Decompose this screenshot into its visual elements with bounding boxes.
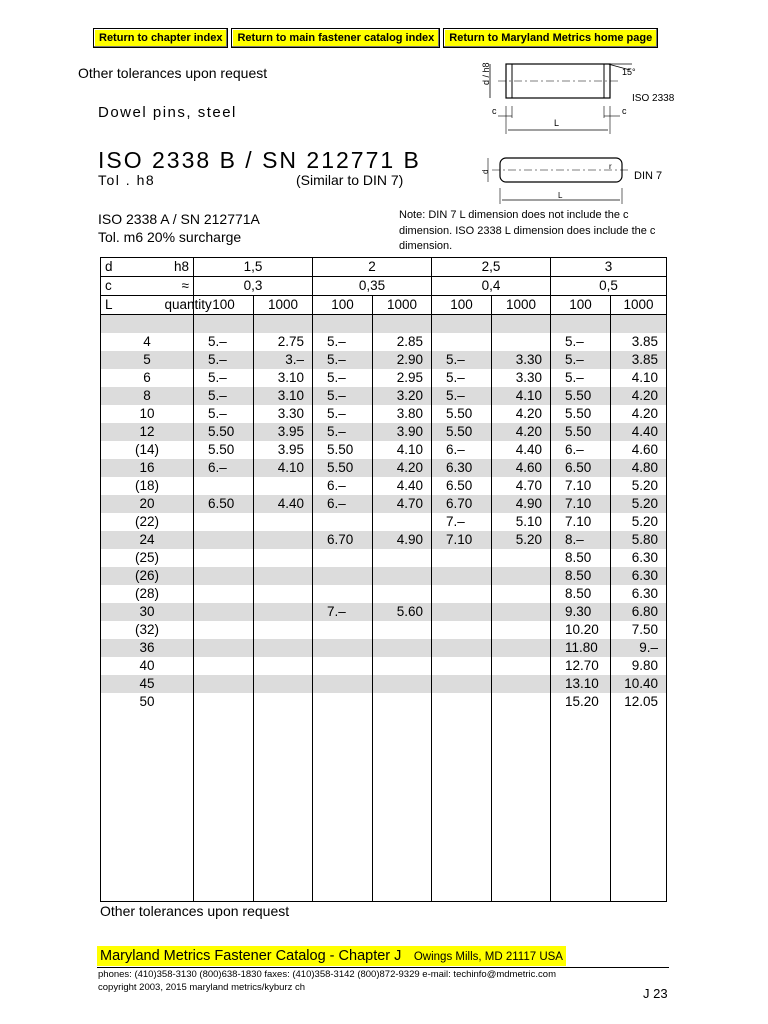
price-cell	[373, 675, 432, 693]
h8-header: h8	[161, 258, 194, 277]
price-cell	[254, 585, 313, 603]
price-cell: 5.–	[551, 351, 611, 369]
price-cell: 5.50	[194, 423, 254, 441]
price-cell	[492, 675, 551, 693]
qty-header: 100	[432, 296, 492, 315]
price-cell: 4.70	[373, 495, 432, 513]
table-row	[101, 657, 667, 675]
price-cell: 5.–	[194, 405, 254, 423]
price-cell: 7.10	[551, 495, 611, 513]
price-cell: 6.–	[432, 441, 492, 459]
footer-company: Maryland Metrics	[100, 948, 211, 964]
price-cell: 5.50	[432, 405, 492, 423]
length-cell: 6	[101, 369, 194, 387]
price-cell: 4.10	[492, 387, 551, 405]
price-cell: 4.20	[492, 423, 551, 441]
length-cell: 4	[101, 333, 194, 351]
price-cell: 5.–	[194, 351, 254, 369]
price-cell	[432, 333, 492, 351]
price-cell: 5.80	[611, 531, 667, 549]
price-cell: 3.90	[373, 423, 432, 441]
din-7-pin-diagram	[478, 148, 678, 206]
price-cell: 3.85	[611, 351, 667, 369]
price-cell: 5.–	[194, 369, 254, 387]
iso-label: ISO 2338	[632, 93, 675, 104]
table-filler-row	[101, 711, 667, 902]
home-page-button[interactable]: Return to Maryland Metrics home page	[443, 28, 658, 48]
price-cell: 10.20	[551, 621, 611, 639]
price-cell	[254, 531, 313, 549]
price-cell	[254, 603, 313, 621]
price-cell: 3.95	[254, 423, 313, 441]
price-cell: 5.60	[373, 603, 432, 621]
price-cell: 4.90	[492, 495, 551, 513]
price-cell: 5.–	[432, 369, 492, 387]
table-row	[101, 567, 667, 585]
price-cell: 8.50	[551, 585, 611, 603]
price-cell: 12.70	[551, 657, 611, 675]
length-cell: (32)	[101, 621, 194, 639]
price-cell	[194, 639, 254, 657]
price-cell	[254, 693, 313, 711]
length-cell: 10	[101, 405, 194, 423]
table-row	[101, 531, 667, 549]
price-cell: 13.10	[551, 675, 611, 693]
price-cell	[432, 657, 492, 675]
price-cell: 5.–	[194, 387, 254, 405]
price-cell: 8.–	[551, 531, 611, 549]
alt-tolerance-label: Tol. m6 20% surcharge	[98, 229, 242, 245]
price-cell: 6.70	[313, 531, 373, 549]
dim-d-label: d / h8	[481, 62, 491, 85]
price-cell	[313, 567, 373, 585]
table-row	[101, 639, 667, 657]
price-cell: 6.30	[611, 585, 667, 603]
price-cell	[313, 693, 373, 711]
qty-header: 1000	[611, 296, 667, 315]
price-cell	[492, 333, 551, 351]
length-cell: (26)	[101, 567, 194, 585]
main-catalog-index-button[interactable]: Return to main fastener catalog index	[231, 28, 440, 48]
price-cell: 5.50	[551, 387, 611, 405]
table-row	[101, 495, 667, 513]
price-cell	[373, 693, 432, 711]
price-cell	[492, 567, 551, 585]
price-cell: 5.–	[313, 387, 373, 405]
price-cell	[254, 621, 313, 639]
table-row	[101, 405, 667, 423]
price-cell	[194, 567, 254, 585]
table-row	[101, 369, 667, 387]
price-cell: 3.95	[254, 441, 313, 459]
price-cell: 5.–	[313, 333, 373, 351]
length-cell: 30	[101, 603, 194, 621]
price-cell: 4.60	[611, 441, 667, 459]
price-cell: 5.50	[432, 423, 492, 441]
price-cell	[313, 657, 373, 675]
price-cell: 6.–	[313, 495, 373, 513]
diameter-1: 1,5	[194, 258, 313, 277]
price-cell	[194, 549, 254, 567]
price-cell: 5.–	[551, 369, 611, 387]
price-cell: 5.20	[492, 531, 551, 549]
table-row	[101, 441, 667, 459]
price-cell	[194, 657, 254, 675]
length-cell: 20	[101, 495, 194, 513]
iso-2338-pin-diagram	[470, 56, 675, 138]
qty-header: 1000	[254, 296, 313, 315]
table-row	[101, 603, 667, 621]
price-cell: 4.70	[492, 477, 551, 495]
chapter-index-button[interactable]: Return to chapter index	[93, 28, 228, 48]
qty-header: 1000	[373, 296, 432, 315]
price-cell: 5.50	[551, 405, 611, 423]
price-cell	[432, 585, 492, 603]
price-cell: 6.30	[432, 459, 492, 477]
price-cell: 6.70	[432, 495, 492, 513]
price-cell: 5.50	[551, 423, 611, 441]
price-cell: 5.–	[432, 387, 492, 405]
price-cell	[432, 639, 492, 657]
price-cell	[373, 513, 432, 531]
length-cell: (25)	[101, 549, 194, 567]
price-cell: 4.10	[254, 459, 313, 477]
price-cell	[373, 549, 432, 567]
price-table	[100, 257, 667, 902]
price-cell: 3.80	[373, 405, 432, 423]
price-cell	[254, 657, 313, 675]
price-cell	[194, 675, 254, 693]
price-cell: 12.05	[611, 693, 667, 711]
price-cell: 4.40	[373, 477, 432, 495]
c-header: c	[101, 277, 161, 296]
length-cell: 12	[101, 423, 194, 441]
table-row	[101, 513, 667, 531]
table-row	[101, 333, 667, 351]
tolerance-label: Tol . h8	[98, 172, 156, 188]
diameter-3: 2,5	[432, 258, 551, 277]
footer-contact: phones: (410)358-3130 (800)638-1830 faxes: (410)358-3142 (800)872-9329 e-mail: techinfo@mdmetric.com	[98, 969, 556, 980]
price-cell: 4.20	[492, 405, 551, 423]
c-value-1: 0,3	[194, 277, 313, 296]
other-tolerances-top: Other tolerances upon request	[78, 65, 268, 81]
price-cell	[373, 567, 432, 585]
price-cell	[194, 585, 254, 603]
price-cell	[313, 675, 373, 693]
price-cell	[373, 585, 432, 603]
price-cell	[432, 549, 492, 567]
price-cell	[313, 549, 373, 567]
d-header: d	[101, 258, 161, 277]
approx-header: ≈	[161, 277, 194, 296]
table-row	[101, 549, 667, 567]
price-cell: 6.80	[611, 603, 667, 621]
din-dim-d-label: d	[481, 169, 490, 174]
price-cell: 5.10	[492, 513, 551, 531]
price-cell: 4.40	[254, 495, 313, 513]
price-cell: 4.80	[611, 459, 667, 477]
qty-header: 1000	[492, 296, 551, 315]
footer-catalog: Fastener Catalog - Chapter J	[210, 948, 402, 964]
length-cell: (18)	[101, 477, 194, 495]
price-cell	[373, 657, 432, 675]
price-cell: 7.–	[313, 603, 373, 621]
l-header: L	[101, 296, 161, 315]
length-cell: (28)	[101, 585, 194, 603]
price-cell	[432, 675, 492, 693]
price-cell: 5.50	[313, 441, 373, 459]
qty-header: 100	[194, 296, 254, 315]
footer-title	[97, 946, 566, 966]
price-cell: 5.50	[194, 441, 254, 459]
diameter-2: 2	[313, 258, 432, 277]
price-cell	[254, 567, 313, 585]
page-number: J 23	[643, 986, 668, 1001]
price-cell	[432, 603, 492, 621]
price-cell	[373, 621, 432, 639]
price-cell: 6.–	[313, 477, 373, 495]
price-cell	[194, 693, 254, 711]
length-cell: 24	[101, 531, 194, 549]
price-cell: 7.50	[611, 621, 667, 639]
price-cell: 6.50	[551, 459, 611, 477]
din-label: DIN 7	[634, 170, 663, 182]
length-cell: (22)	[101, 513, 194, 531]
price-cell: 5.20	[611, 513, 667, 531]
similar-label: (Similar to DIN 7)	[296, 172, 404, 188]
price-cell	[194, 477, 254, 495]
price-cell	[492, 693, 551, 711]
other-tolerances-bottom: Other tolerances upon request	[100, 903, 290, 919]
price-cell	[254, 477, 313, 495]
price-cell: 9.80	[611, 657, 667, 675]
price-cell: 2.85	[373, 333, 432, 351]
table-row	[101, 351, 667, 369]
price-cell	[313, 585, 373, 603]
price-cell	[492, 639, 551, 657]
price-cell: 5.–	[432, 351, 492, 369]
table-row	[101, 585, 667, 603]
price-cell: 2.75	[254, 333, 313, 351]
price-cell: 7.–	[432, 513, 492, 531]
price-cell: 8.50	[551, 567, 611, 585]
price-cell: 9.–	[611, 639, 667, 657]
price-cell: 5.20	[611, 477, 667, 495]
price-cell: 5.–	[313, 351, 373, 369]
price-cell	[313, 621, 373, 639]
price-cell: 4.60	[492, 459, 551, 477]
din-length-label: L	[558, 191, 563, 200]
price-cell: 5.–	[194, 333, 254, 351]
nav-bar	[93, 28, 658, 48]
price-cell: 7.10	[551, 477, 611, 495]
c-right-label: c	[622, 106, 627, 116]
price-cell	[492, 585, 551, 603]
c-header-row	[101, 277, 667, 296]
price-cell	[194, 603, 254, 621]
price-cell: 4.20	[611, 387, 667, 405]
table-row	[101, 675, 667, 693]
angle-label: 15°	[622, 67, 636, 77]
qty-header: 100	[551, 296, 611, 315]
price-cell: 6.50	[194, 495, 254, 513]
price-cell: 5.–	[313, 369, 373, 387]
c-value-3: 0,4	[432, 277, 551, 296]
price-cell: 7.10	[551, 513, 611, 531]
price-cell: 4.90	[373, 531, 432, 549]
c-left-label: c	[492, 106, 497, 116]
price-cell: 10.40	[611, 675, 667, 693]
price-cell	[254, 675, 313, 693]
price-cell	[373, 639, 432, 657]
price-cell: 2.90	[373, 351, 432, 369]
price-cell	[313, 513, 373, 531]
price-cell: 7.10	[432, 531, 492, 549]
price-cell: 8.50	[551, 549, 611, 567]
price-cell: 5.50	[313, 459, 373, 477]
table-row	[101, 621, 667, 639]
length-cell: 5	[101, 351, 194, 369]
price-cell: 3.10	[254, 369, 313, 387]
table-row	[101, 693, 667, 711]
price-cell: 3.85	[611, 333, 667, 351]
price-cell: 15.20	[551, 693, 611, 711]
c-value-4: 0,5	[551, 277, 667, 296]
price-cell	[432, 693, 492, 711]
length-cell: 40	[101, 657, 194, 675]
length-cell: 16	[101, 459, 194, 477]
table-row	[101, 459, 667, 477]
price-cell: 4.10	[611, 369, 667, 387]
price-cell: 9.30	[551, 603, 611, 621]
price-cell	[432, 567, 492, 585]
c-value-2: 0,35	[313, 277, 432, 296]
price-cell	[432, 621, 492, 639]
length-cell: 8	[101, 387, 194, 405]
table-row	[101, 423, 667, 441]
alt-spec-label: ISO 2338 A / SN 212771A	[98, 211, 260, 227]
price-cell	[492, 657, 551, 675]
price-cell: 6.–	[551, 441, 611, 459]
price-cell: 3.30	[492, 351, 551, 369]
table-row	[101, 477, 667, 495]
price-cell: 3.30	[254, 405, 313, 423]
price-cell: 4.10	[373, 441, 432, 459]
quantity-header: quantity	[161, 296, 194, 315]
footer-copyright: copyright 2003, 2015 maryland metrics/kyburz ch	[98, 982, 305, 993]
price-cell: 5.20	[611, 495, 667, 513]
qty-header: 100	[313, 296, 373, 315]
table-row	[101, 387, 667, 405]
radius-label: r	[609, 162, 612, 171]
price-cell: 6.50	[432, 477, 492, 495]
quantity-header-row	[101, 296, 667, 315]
diameter-header-row	[101, 258, 667, 277]
length-label: L	[554, 118, 560, 128]
page-title: ISO 2338 B / SN 212771 B	[98, 147, 421, 173]
price-cell: 3.10	[254, 387, 313, 405]
price-cell	[313, 639, 373, 657]
footer-divider	[97, 967, 669, 968]
price-cell	[254, 513, 313, 531]
price-cell	[194, 531, 254, 549]
price-cell	[492, 603, 551, 621]
price-cell: 2.95	[373, 369, 432, 387]
price-cell: 4.20	[611, 405, 667, 423]
price-cell: 6.30	[611, 567, 667, 585]
price-cell: 4.20	[373, 459, 432, 477]
price-cell: 5.–	[313, 405, 373, 423]
price-cell: 3.20	[373, 387, 432, 405]
price-cell	[492, 621, 551, 639]
dimension-note: Note: DIN 7 L dimension does not include the c dimension. ISO 2338 L dimension does include the c dimension.	[399, 209, 656, 252]
price-cell	[492, 549, 551, 567]
price-cell: 5.–	[313, 423, 373, 441]
spacer-row	[101, 315, 667, 334]
length-cell: (14)	[101, 441, 194, 459]
price-cell: 4.40	[492, 441, 551, 459]
price-cell: 11.80	[551, 639, 611, 657]
price-cell	[254, 639, 313, 657]
price-cell: 3.30	[492, 369, 551, 387]
length-cell: 36	[101, 639, 194, 657]
diameter-4: 3	[551, 258, 667, 277]
length-cell: 45	[101, 675, 194, 693]
price-cell: 6.–	[194, 459, 254, 477]
price-cell: 3.–	[254, 351, 313, 369]
price-cell	[254, 549, 313, 567]
product-subtitle: Dowel pins, steel	[98, 104, 237, 121]
price-cell: 5.–	[551, 333, 611, 351]
price-cell	[194, 513, 254, 531]
price-cell	[194, 621, 254, 639]
footer-location: Owings Mills, MD 21117 USA	[413, 951, 563, 963]
price-cell: 6.30	[611, 549, 667, 567]
length-cell: 50	[101, 693, 194, 711]
price-cell: 4.40	[611, 423, 667, 441]
